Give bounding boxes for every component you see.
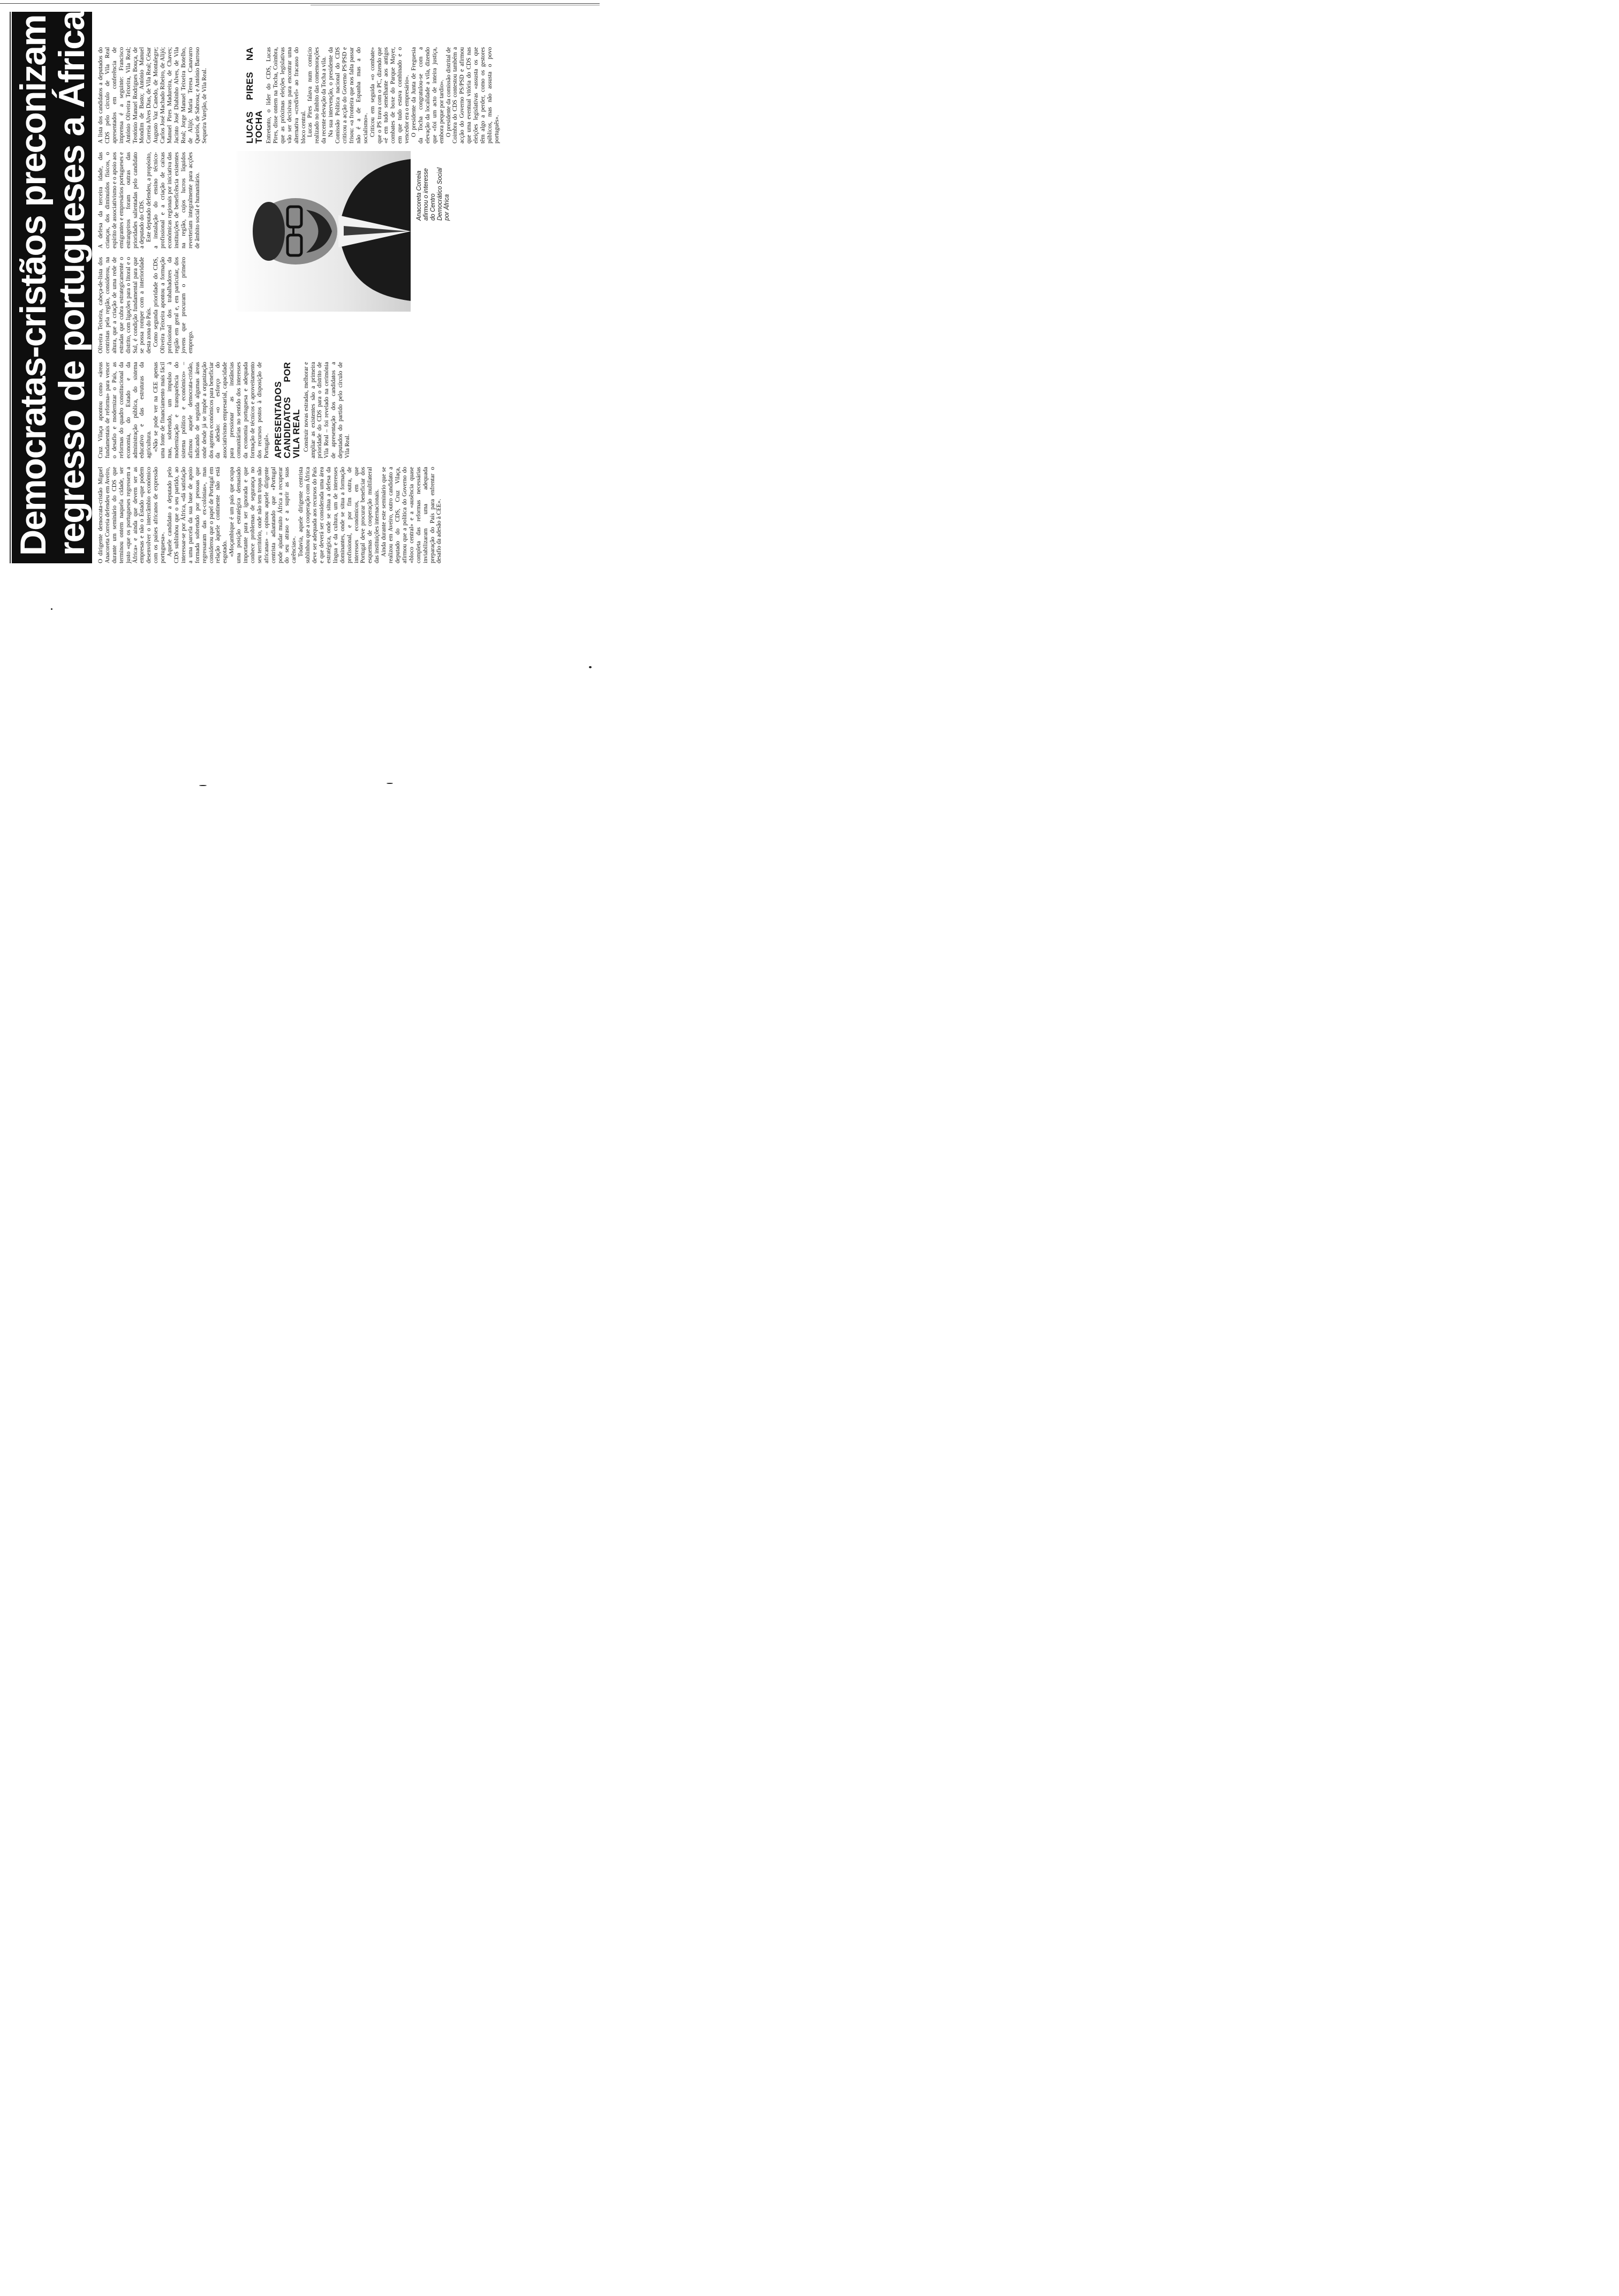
headline-banner [12, 12, 92, 563]
paragraph: Na sua intervenção, o presidente da Comissão Política nacional do CDS criticou a acção do Governo PS/PSD e frisou: «a fronteira que nos falta passar não é a de Espanha mas a do socialismo». [328, 47, 369, 144]
paragraph: O presidente da comissão distrital de Coimbra do CDS contestou também a acção do Governo PS/PSD e afirmou que uma eventual vitória do CDS nas eleições legislativas «assusta os que têm algo a perder, como os gestores públicos, mas não assusta o povo português». [445, 47, 500, 144]
subheading-lucas-pires: LUCAS PIRES NA TOCHA [245, 47, 264, 144]
paragraph: Como segunda prioridade do CDS, Oliveira Teixeira apontou a formação profissional dos trabalhadores da região em geral e, em particular, dos jovens que procuram o primeiro emprego. [153, 257, 194, 353]
newspaper-clipping [12, 11, 500, 563]
portrait-photo [237, 151, 411, 312]
paragraph: Oliveira Teixeira, cabeça-de-lista dos centristas pela região, considerou, na altura, que a criação de uma rede de estradas que cubra estrategicamente o distrito, com ligações para o litoral e o Sul, é condição fundamental para que se possa romper com a interioridade desta zona do País. [97, 257, 153, 353]
article-column-6 [242, 47, 500, 144]
paragraph: Cruz Vilaça apontou como «áreas fundamentais de reforma» para vencer o desafio e modernizar o País, as reformas do quadro constitucional da economia, do Estado e da administração pública, do sistema educativo e das estruturas da agricultura. [97, 362, 153, 458]
photo-caption: Anacoreta Correia afirmou o interesse do Centro Democrático Social por África [416, 167, 450, 221]
paragraph: Lucas Pires falava num comício realizado no âmbito das comemorações da recente elevação da Tocha a vila. [307, 47, 328, 144]
scan-edge-line [0, 3, 600, 4]
article-column-3 [97, 257, 234, 353]
paragraph: Aquele candidato a deputado pelo CDS sublinhou que o seu partido, ao interessar-se por África, «dá satisfação a uma parcela da sua base de apoio formada sobretudo por pessoas que regressaram das ex-colónias», mas considerou que o papel de Portugal em relação àquele continente não está esgotado. [167, 467, 229, 563]
article-column-4 [97, 152, 234, 248]
paragraph: Construir novas estradas, melhorar e ampliar as existentes são a primeira prioridade do CDS para o distrito de Vila Real – foi revelado na cerimónia de apresentação dos candidatos a deputados do partido pelo círculo de Vila Real. [302, 362, 351, 458]
paragraph: O dirigente democrata-cristão Miguel Anacoreta Correia defendeu em Aveiro, durante um seminário do CDS que terminou ontem naquela cidade, ser justo «que os portugueses regressem a África» e ainda que devem ser as empresas e não o Estado «que podem desenvolver o intercâmbio económico com os países africanos de expressão portuguesa». [97, 467, 167, 563]
subheading-vila-real: APRESENTADOS CANDIDATOS POR VILA REAL [273, 362, 301, 458]
paragraph: «Não se pode ver na CEE apenas uma fonte de financiamento mais fácil mas, sobretudo, um impulso à modernização e transparência do sistema político e económico» – afirmou aquele democrata-cristão, indicando de seguida algumas áreas onde desde já se impõe a organização dos agentes económicos para beneficiar da adesão: «o esforço do associativismo empresarial, capacidade para pressionar as instâncias comunitárias no sentido dos interesses da economia portuguesa e adequada formação de técnicos e aproveitamento dos recursos postos à disposição de Portugal». [153, 362, 270, 458]
article-column-2 [97, 362, 488, 458]
paragraph: A defesa da terceira idade, das crianças, dos diminuídos físicos, o espírito de associativismo e o apoio aos emigrantes e empresários portugueses e estrangeiros foram outras das prioridades salientadas pelo candidato a deputado do CDS. [97, 152, 146, 248]
paragraph: Todavia, aquele dirigente centrista sublinhou que a cooperação com África deve ser adequada aos recursos do País e que deverá ser considerada uma área estratégica, onde se situa a defesa da língua e da cultura, um de interesses dominantes, onde se situa a formação profissional, e por fim outra, de interesses económicos, em que Portugal deve procurar beneficiar dos esquemas de cooperação multilateral das instituições internacionais. [298, 467, 381, 563]
headline-line-2: regresso de portugueses a África [51, 11, 92, 556]
paragraph: O presidente da Junta de Freguesia da Tocha congratulou-se com a elevação da localidade a vila, dizendo que «foi um acto de inteira justiça, embora peque por tardio». [411, 47, 445, 144]
column-rule [10, 12, 11, 563]
paragraph: Criticou em seguida «o combate» que o PS trava com o PC, dizendo que «é em tudo semelhante aos antigos combates de boxe do Parque Mayer, em que tudo estava combinado e o vencedor era o empresário». [369, 47, 411, 144]
paragraph: Este deputado defendeu, a propósito, a instalação do ensino técnico-profissional e a criação de caixas económicas regionais por iniciativa das instituições de beneficência existentes na região, cujos lucros líquidos reverteriam integralmente para acções de âmbito social e humanitário. [146, 152, 201, 248]
paragraph: «Moçambique é um país que ocupa uma posição estratégica demasiado importante para ser ignorada e que conhece problemas de segurança no seu território, onde não tem tropas não africanas» – opinou aquele dirigente centrista adiantando que «Portugal pode ajudar muito África a recuperar do seu atraso e a suprir as suas carências». [229, 467, 298, 563]
headline-line-1: Democratas-cristãos preconizam [13, 15, 54, 556]
paragraph: Entretanto, o líder do CDS, Lucas Pires, disse ontem na Tocha, Coimbra, que as próximas eleições legislativas vão ser decisivas para encontrar uma alternativa «credível» ao fracasso do bloco central. [266, 47, 307, 144]
scan-speck [387, 783, 393, 784]
article-column-5 [97, 47, 234, 144]
paragraph: A lista dos candidatos a deputados do CDS pelo círculo de Vila Real apresentados em conferência de imprensa é a seguinte: Francisco António Oliveira Teixeira, Vila Real; Teotónio Manuel Rodrigues Bouça, de Mondim de Basto; António Manuel Correia Alves Dias, de Vila Real; César Augusto Vaz Canedo, de Montalegre; Carlos José Machado Ribeiro, de Alijó; Manuel Pires Madureira, de Chaves; Jacinto José Diabinho Alves, de Vila Real; Jorge Manuel Teixeira Botelho, de Alijó; Maria Teresa Canavarro Queirós, de Sabrosa; e António Barroso Sequeira Varejão, de Vila Real. [97, 47, 208, 144]
article-column-1 [97, 467, 488, 563]
scan-speck [51, 608, 52, 610]
paragraph: Ainda durante este seminário que se realizou em Aveiro, outro candidato a deputado do CDS, Cruz Vilaça, afirmou que a política do Governo do «bloco central» e a «ausência quase completa das reformas necessárias inviabilizaram uma adequada preparação do País para enfrentar o desafio da adesão à CEE». [381, 467, 443, 563]
scan-speck [589, 666, 592, 668]
scan-speck [199, 785, 207, 786]
